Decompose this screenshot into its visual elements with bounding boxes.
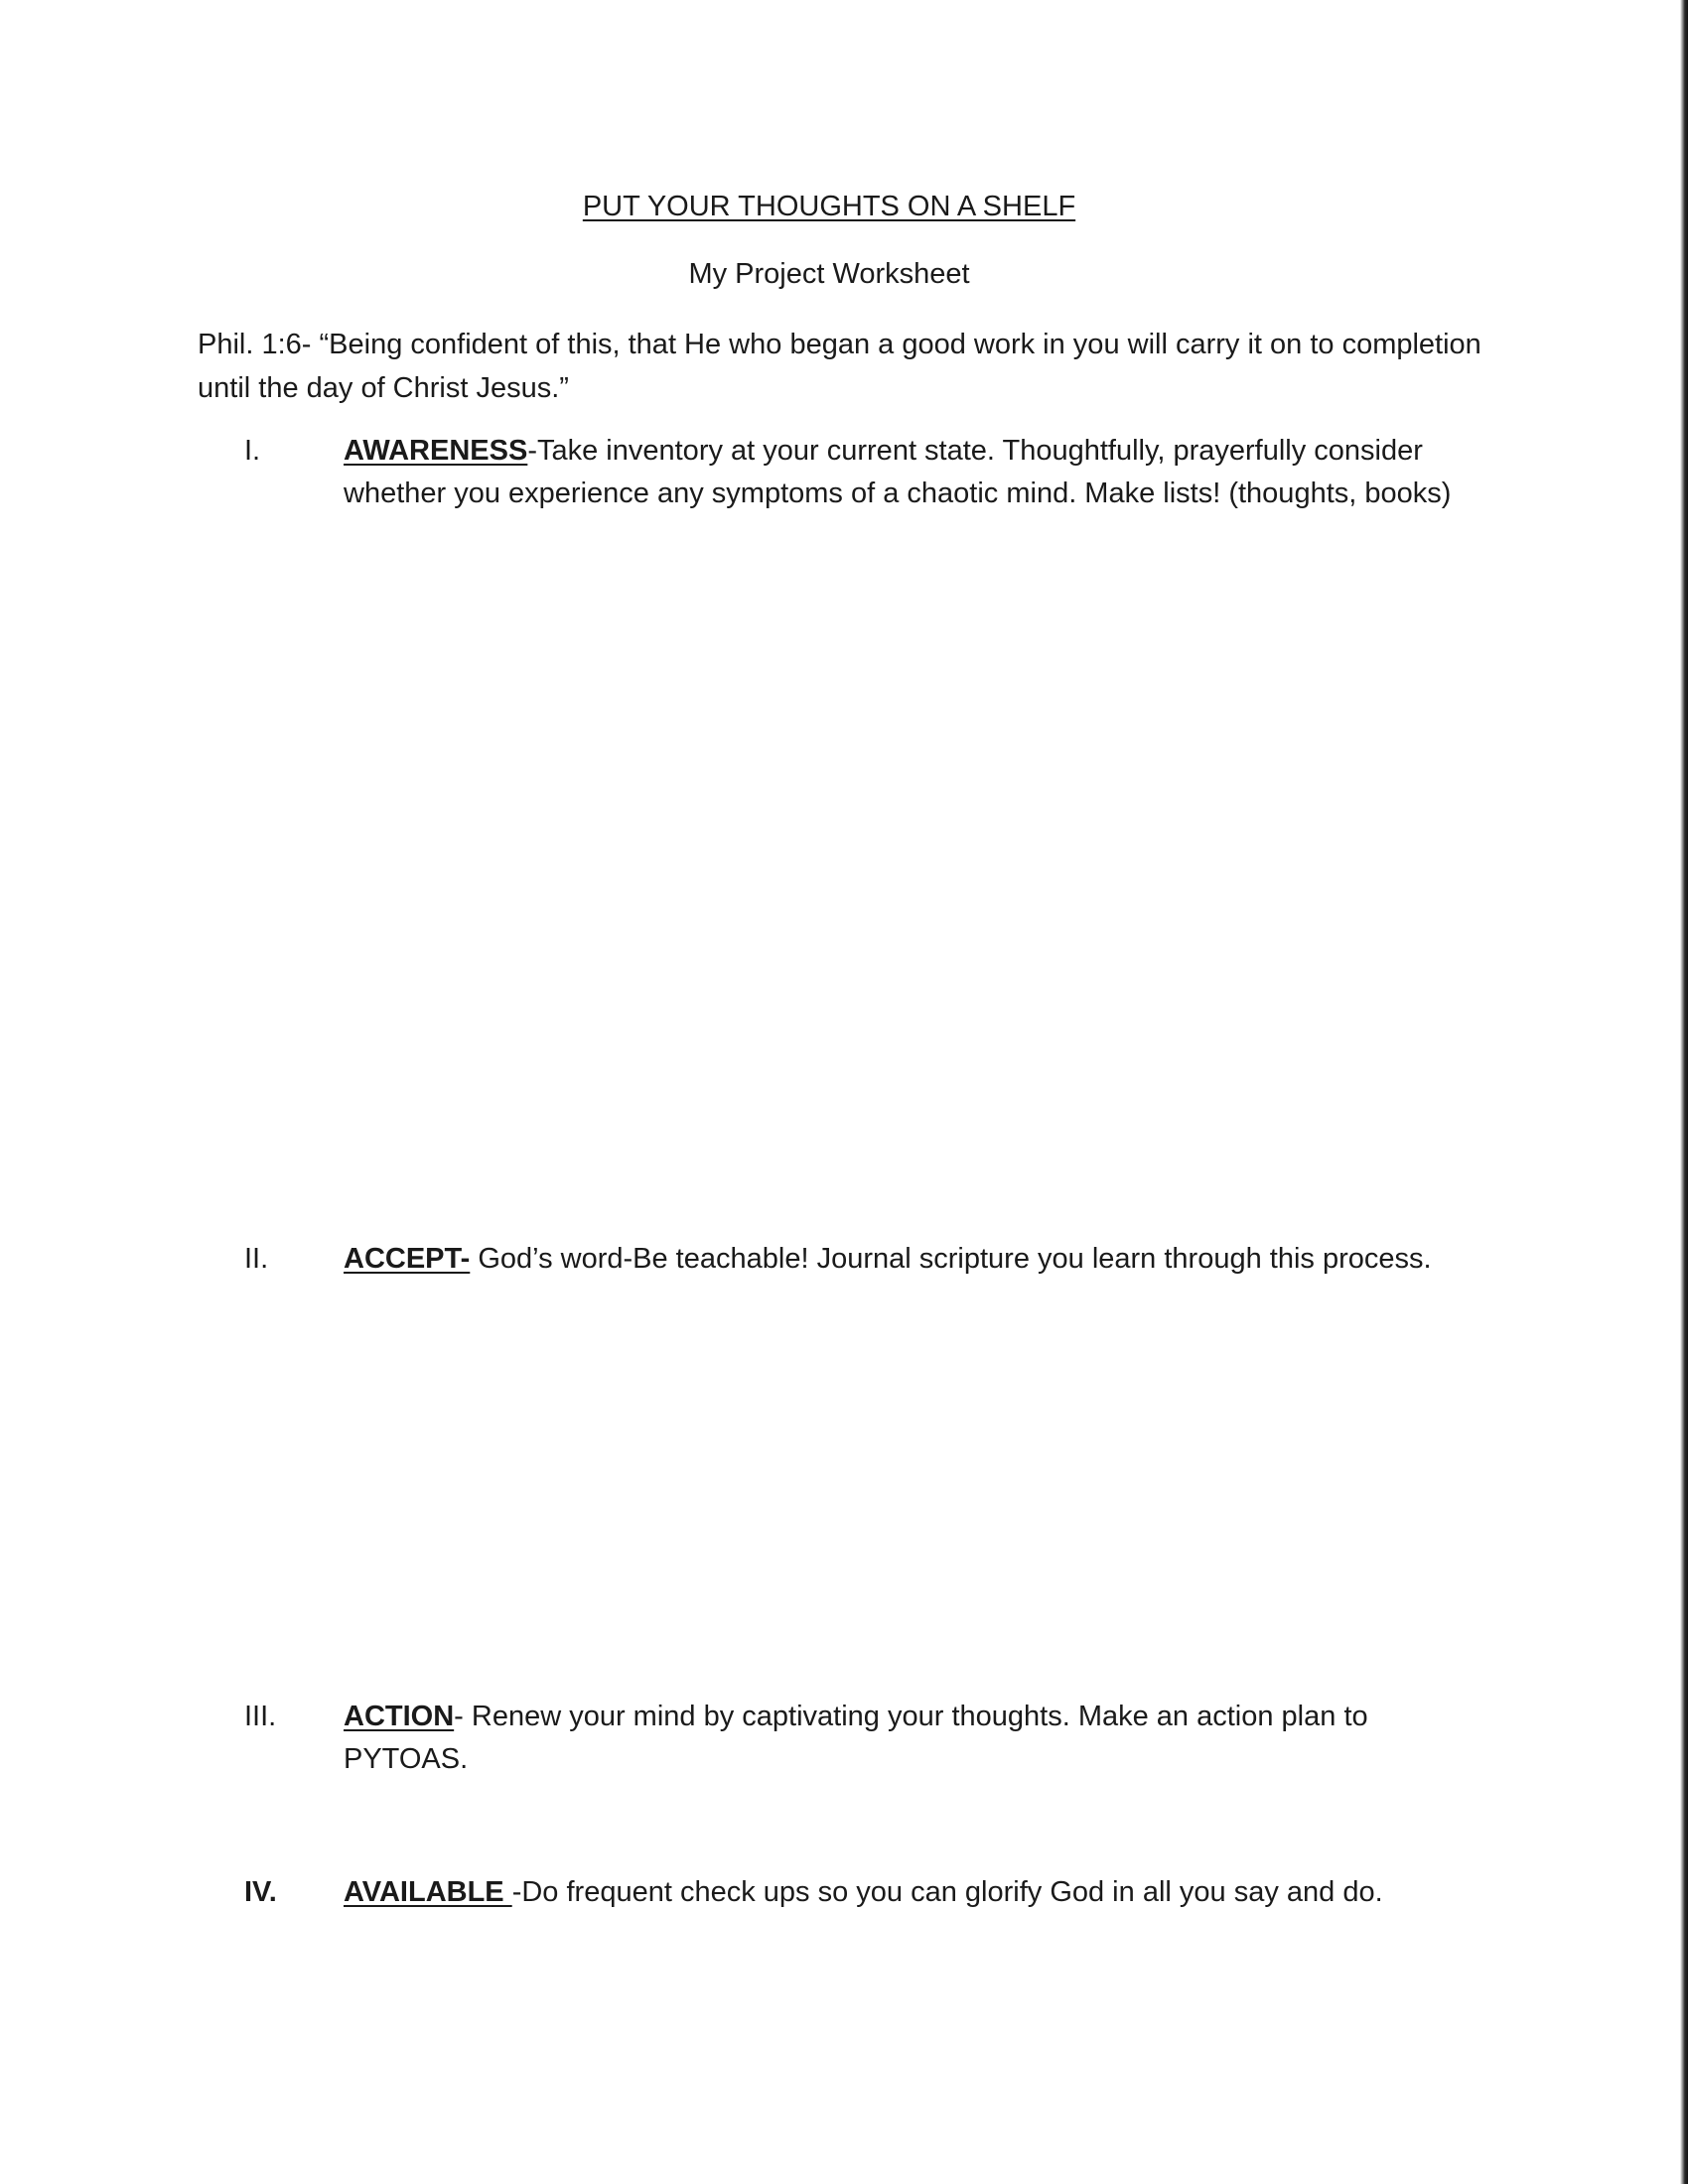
section-text: - Renew your mind by captivating your thoughts. Make an action plan to PYTOAS. (344, 1701, 1368, 1775)
section-numeral: I. (244, 435, 261, 467)
worksheet-title: PUT YOUR THOUGHTS ON A SHELF (582, 191, 1076, 222)
section-numeral: IV. (244, 1876, 277, 1908)
scripture-verse: Phil. 1:6- “Being confident of this, that He who began a good work in you will carry it on to completion until the day of Christ Jesus.” (198, 329, 1481, 404)
section-text: God’s word-Be teachable! Journal scripture you learn through this process. (470, 1243, 1432, 1275)
section-body (344, 1871, 1476, 1914)
section-keyword: AVAILABLE (344, 1876, 512, 1908)
section-keyword: ACCEPT- (344, 1243, 471, 1275)
section-keyword: ACTION (344, 1701, 455, 1732)
section-body (344, 1696, 1436, 1781)
section-body (344, 1238, 1476, 1281)
section-body (344, 430, 1476, 515)
section-numeral: II. (244, 1243, 269, 1275)
worksheet-subtitle: My Project Worksheet (688, 258, 970, 290)
section-numeral: III. (244, 1701, 277, 1732)
scan-edge-shadow (1680, 0, 1688, 2184)
section-keyword: AWARENESS (344, 435, 528, 467)
section-text: -Do frequent check ups so you can glorify God in all you say and do. (511, 1876, 1383, 1908)
section-text: -Take inventory at your current state. Thoughtfully, prayerfully consider whether you experience any symptoms of a chaotic mind. Make lists! (thoughts, books) (344, 435, 1452, 509)
